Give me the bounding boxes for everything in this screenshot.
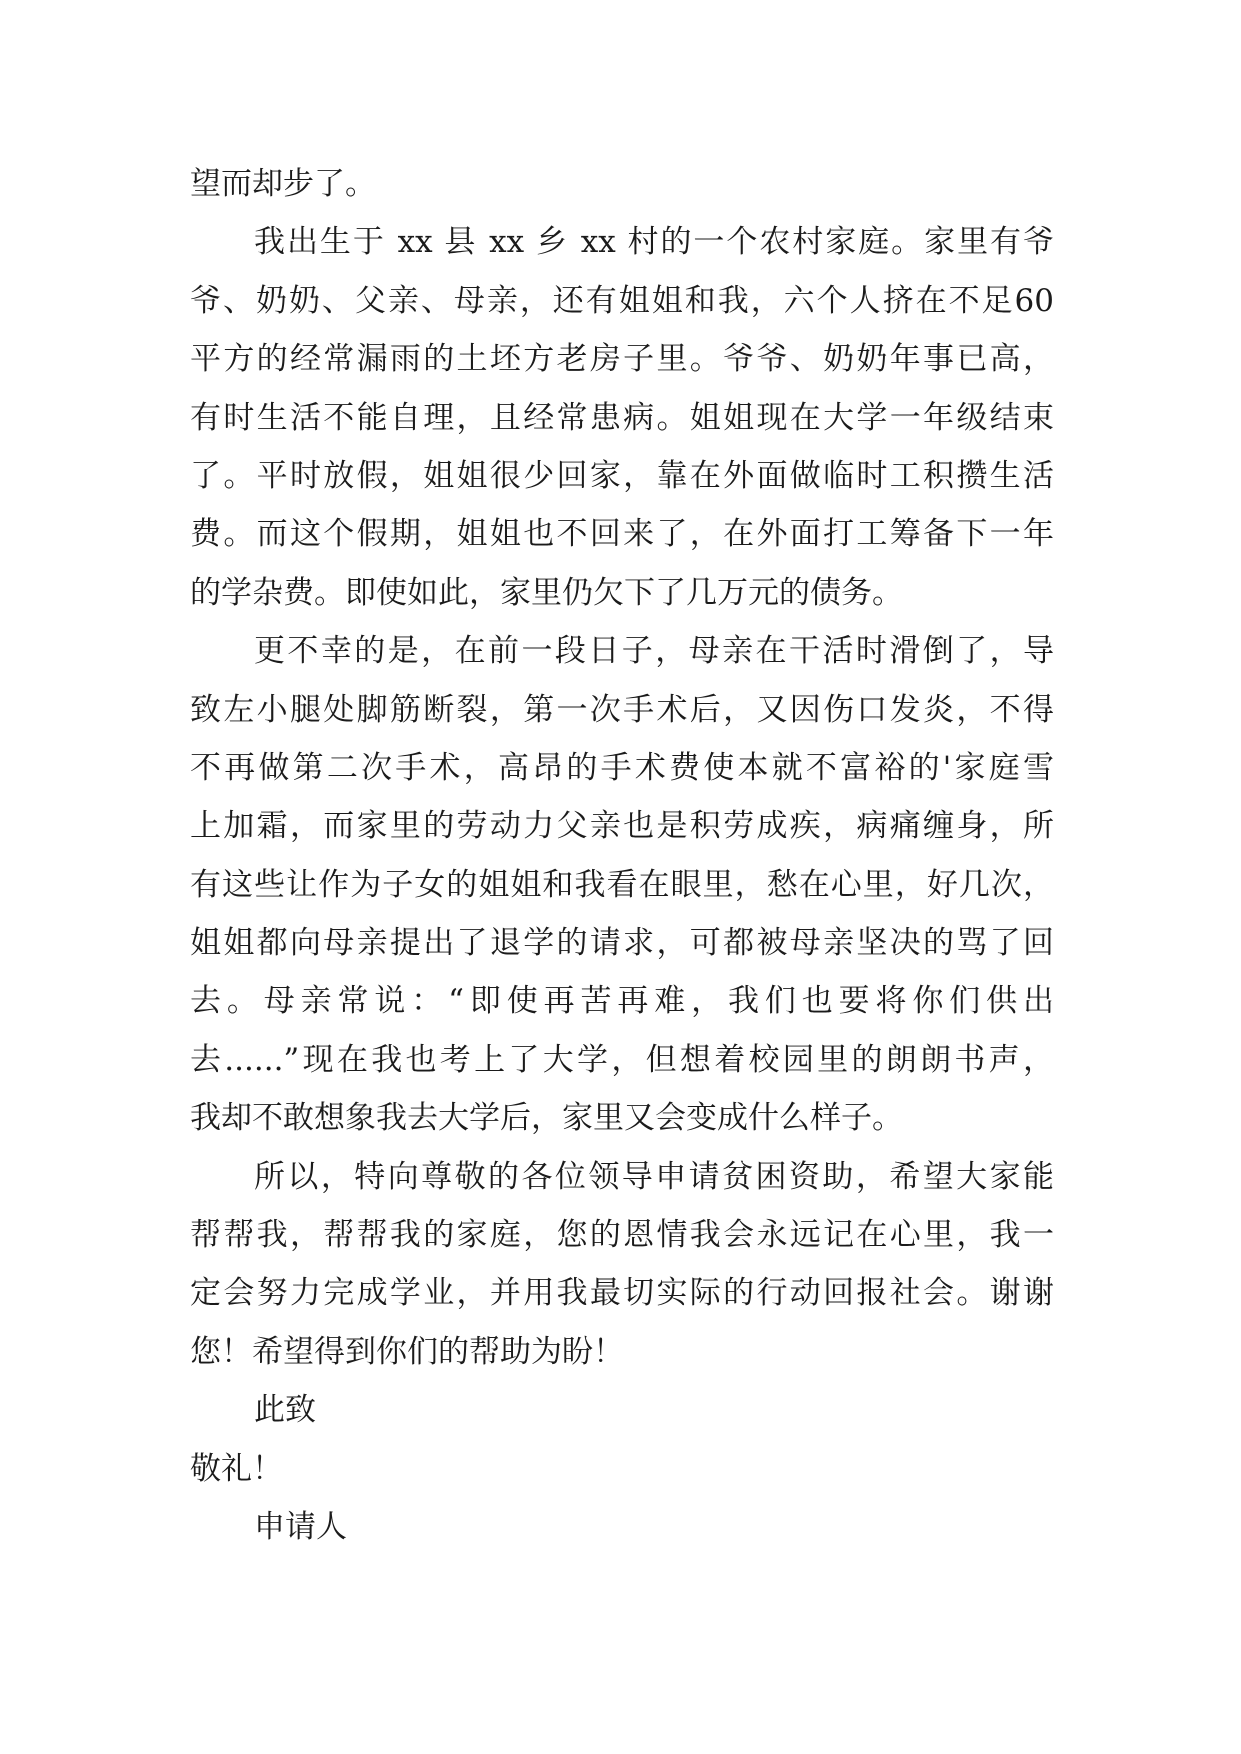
paragraph-mother-injury bbox=[190, 622, 1054, 1148]
text-line: 了。平时放假，姐姐很少回家，靠在外面做临时工积攒生活 bbox=[190, 457, 1054, 494]
text-line: 更不幸的是，在前一段日子，母亲在干活时滑倒了，导 bbox=[254, 633, 1054, 670]
letter-body bbox=[190, 155, 1054, 1556]
text-line: 费。而这个假期，姐姐也不回来了，在外面打工筹备下一年 bbox=[190, 516, 1054, 553]
closing-salutation bbox=[190, 1381, 1054, 1439]
text-line: 我却不敢想象我去大学后，家里又会变成什么样子。 bbox=[190, 1100, 903, 1137]
text-line: 所以，特向尊敬的各位领导申请贫困资助，希望大家能 bbox=[254, 1158, 1054, 1195]
text-line: 去。母亲常说：“即使再苦再难，我们也要将你们供出 bbox=[190, 983, 1054, 1020]
paragraph-request bbox=[190, 1148, 1054, 1382]
text-line: 爷、奶奶、父亲、母亲，还有姐姐和我，六个人挤在不足60 bbox=[190, 282, 1054, 319]
text-line: 帮帮我，帮帮我的家庭，您的恩情我会永远记在心里，我一 bbox=[190, 1217, 1054, 1254]
text-line: 有这些让作为子女的姐姐和我看在眼里，愁在心里，好几次， bbox=[190, 866, 1054, 903]
text-line: 不再做第二次手术，高昂的手术费使本就不富裕的'家庭雪 bbox=[190, 749, 1054, 786]
text-line: 我出生于 xx 县 xx 乡 xx 村的一个农村家庭。家里有爷 bbox=[254, 224, 1054, 261]
text-line: 敬礼！ bbox=[190, 1450, 283, 1487]
text-line: 姐姐都向母亲提出了退学的请求，可都被母亲坚决的骂了回 bbox=[190, 925, 1054, 962]
text-line: 去......”现在我也考上了大学，但想着校园里的朗朗书声， bbox=[190, 1041, 1054, 1078]
text-line: 平方的经常漏雨的土坯方老房子里。爷爷、奶奶年事已高， bbox=[190, 341, 1054, 378]
text-line: 申请人 bbox=[254, 1508, 347, 1545]
paragraph-family-background bbox=[190, 213, 1054, 622]
text-line: 您！希望得到你们的帮助为盼！ bbox=[190, 1333, 624, 1370]
text-line: 定会努力完成学业，并用我最切实际的行动回报社会。谢谢 bbox=[190, 1275, 1054, 1312]
text-line: 的学杂费。即使如此，家里仍欠下了几万元的债务。 bbox=[190, 574, 903, 611]
text-line: 有时生活不能自理，且经常患病。姐姐现在大学一年级结束 bbox=[190, 399, 1054, 436]
closing-regards bbox=[190, 1440, 1054, 1498]
text-line: 此致 bbox=[254, 1392, 316, 1429]
paragraph-continuation bbox=[190, 155, 1054, 213]
applicant-signature-label bbox=[190, 1498, 1054, 1556]
text-line: 上加霜，而家里的劳动力父亲也是积劳成疾，病痛缠身，所 bbox=[190, 808, 1054, 845]
text-line: 致左小腿处脚筋断裂，第一次手术后，又因伤口发炎，不得 bbox=[190, 691, 1054, 728]
text-line: 望而却步了。 bbox=[190, 166, 376, 202]
